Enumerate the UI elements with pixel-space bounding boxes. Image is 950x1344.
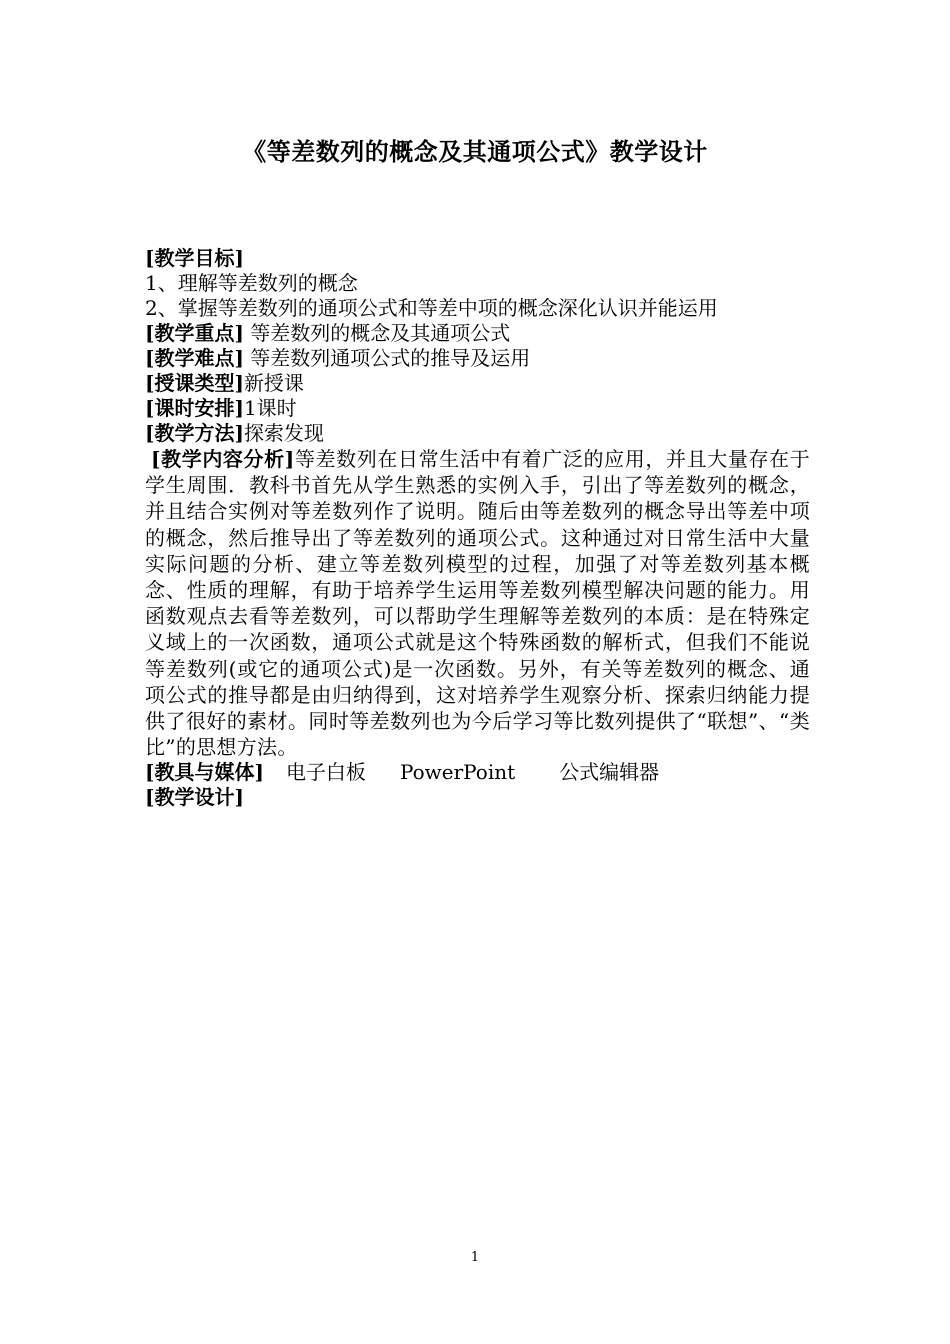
key-points-label: [教学重点] [145,321,244,345]
media-label: [教具与媒体] [145,760,264,785]
difficult-points-text: 等差数列通项公式的推导及运用 [243,346,531,370]
objective-item-2: 2、掌握等差数列的通项公式和等差中项的概念深化认识并能运用 [145,296,718,320]
method-label: [教学方法] [145,421,244,445]
document-title: 《等差数列的概念及其通项公式》教学设计 [242,137,708,166]
design-heading [145,785,810,810]
lesson-type-row [145,371,810,396]
analysis-text: 等差数列在日常生活中有着广泛的应用，并且大量存在于学生周围．教科书首先从学生熟悉的实例入手，引出了等差数列的概念，并且结合实例对等差数列作了说明。随后由等差数列的概念导出等差中项的概念，然后推导出了等差数列的通项公式。这种通过对日常生活中大量实际问题的分析、建立等差数列模型的过程，加强了对等差数列基本概念、性质的理解，有助于培养学生运用等差数列模型解决问题的能力。用函数观点去看等差数列，可以帮助学生理解等差数列的本质：是在特殊定义域上的一次函数，通项公式就是这个特殊函数的解析式，但我们不能说等差数列(或它的通项公式)是一次函数。另外，有关等差数列的概念、通项公式的推导都是由归纳得到，这对培养学生观察分析、探索归纳能力提供了很好的素材。同时等差数列也为今后学习等比数列提供了“联想”、“类比”的思想方法。 [145,447,811,760]
media-item-powerpoint: PowerPoint [399,760,516,785]
page-number: 1 [470,1250,480,1265]
difficult-points-row [145,346,810,371]
key-points-text: 等差数列的概念及其通项公式 [243,321,511,345]
method-row [145,421,810,446]
objectives-label: [教学目标] [145,246,244,270]
media-item-whiteboard: 电子白板 [285,760,366,785]
difficult-points-label: [教学难点] [145,346,244,370]
lesson-type-text: 新授课 [243,371,304,395]
class-hours-label: [课时安排] [145,396,244,420]
analysis-paragraph [145,446,810,760]
design-label: [教学设计] [145,785,244,810]
objectives-heading [145,246,810,271]
media-row [145,760,810,785]
objective-item-1: 1、理解等差数列的概念 [145,271,358,295]
document-body [145,246,810,810]
class-hours-text: 1课时 [243,396,297,420]
media-item-formula-editor: 公式编辑器 [559,760,660,785]
analysis-label: [教学内容分析] [151,447,295,471]
lesson-type-label: [授课类型] [145,371,244,395]
method-text: 探索发现 [243,421,324,445]
class-hours-row [145,396,810,421]
key-points-row [145,321,810,346]
